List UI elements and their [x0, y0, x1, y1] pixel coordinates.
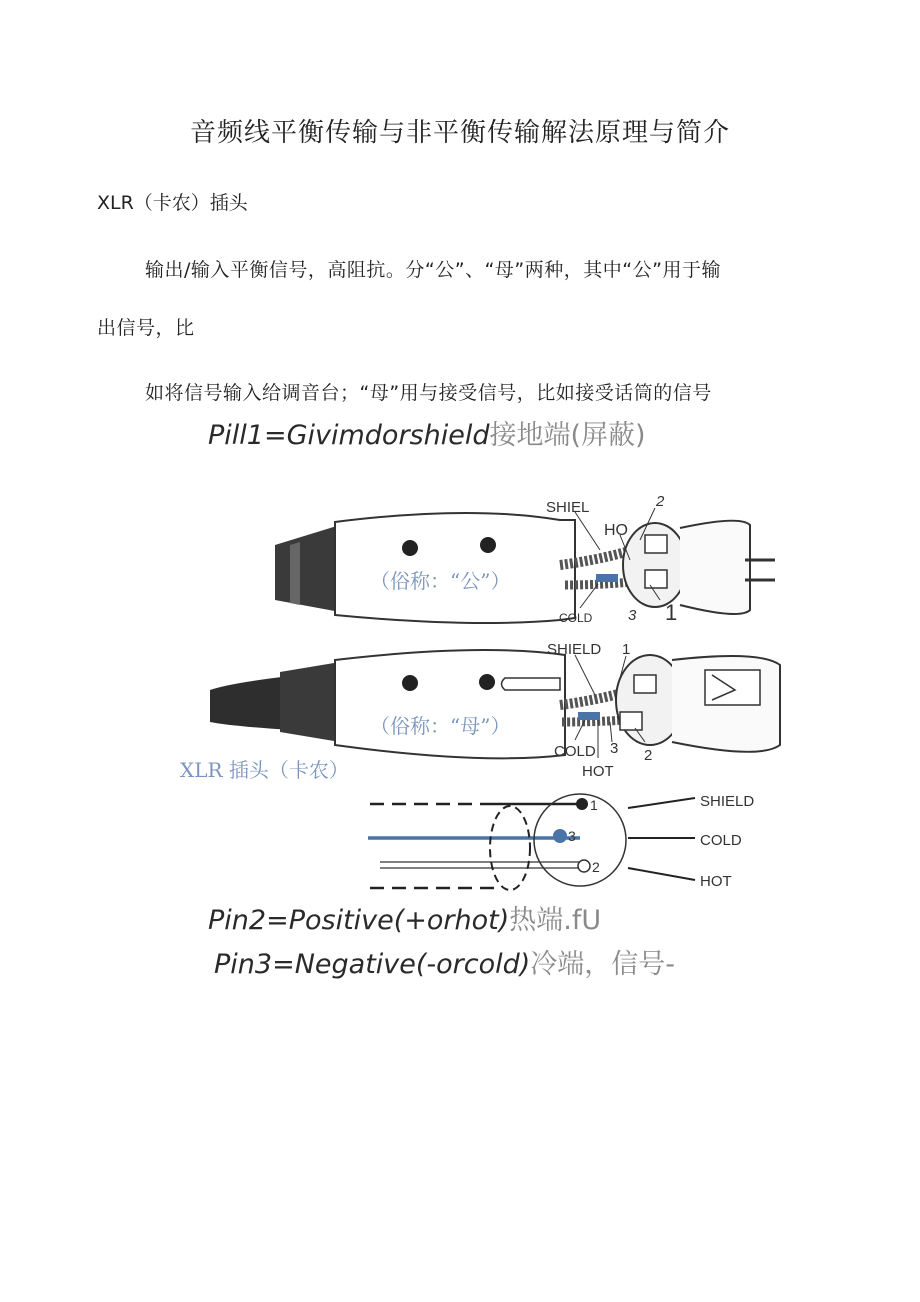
pin1-chinese: 接地端(屏蔽)	[489, 420, 646, 451]
female-hot-label: HOT	[582, 763, 614, 780]
male-pin1-label: 1	[665, 600, 678, 625]
paragraph-line: 如将信号输入给调音台；“母”用与接受信号，比如接受话筒的信号	[145, 382, 712, 404]
schematic-shield-label: SHIELD	[700, 793, 755, 810]
paragraph-line: 出信号，比	[97, 317, 195, 339]
paragraph-line: 输出/输入平衡信号，高阻抗。分“公”、“母”两种，其中“公”用于输	[145, 259, 721, 281]
male-pin2-label: 2	[656, 493, 665, 510]
female-pin3-label: 3	[610, 740, 619, 757]
pin3-chinese: 冷端，信号-	[530, 949, 676, 980]
female-nickname: （俗称：“母”）	[370, 714, 511, 738]
figure-caption: XLR 插头（卡农）	[180, 758, 349, 782]
pin3-english: Pin3=Negative(-orcold)	[214, 949, 531, 980]
female-pin1-label: 1	[622, 641, 631, 658]
schematic-cold-label: COLD	[700, 832, 742, 849]
male-shield-label: SHIEL	[546, 499, 590, 516]
xlr-schematic	[368, 793, 754, 890]
male-connector	[275, 493, 775, 625]
pin1-english: Pill1=Givimdorshield	[208, 420, 490, 451]
female-pin2-label: 2	[644, 747, 653, 764]
section-heading: XLR（卡农）插头	[97, 192, 248, 214]
female-cold-label: COLD	[554, 743, 596, 760]
pin3-description	[214, 942, 675, 981]
schematic-pin2-label: 2	[592, 859, 600, 875]
page-title: 音频线平衡传输与非平衡传输解法原理与简介	[189, 118, 730, 148]
male-pin3-label: 3	[628, 607, 637, 624]
female-shield-label: SHIELD	[547, 641, 602, 658]
male-hot-label: HO	[604, 522, 628, 539]
male-cold-label: COLD	[559, 611, 593, 625]
pin2-chinese: 热端.fU	[509, 905, 602, 936]
pin2-english: Pin2=Positive(+orhot)	[208, 905, 510, 936]
schematic-pin3-label: 3	[568, 828, 576, 844]
male-nickname: （俗称：“公”）	[370, 569, 511, 593]
schematic-hot-label: HOT	[700, 873, 732, 890]
pin2-description	[208, 898, 601, 937]
schematic-pin1-label: 1	[590, 797, 598, 813]
